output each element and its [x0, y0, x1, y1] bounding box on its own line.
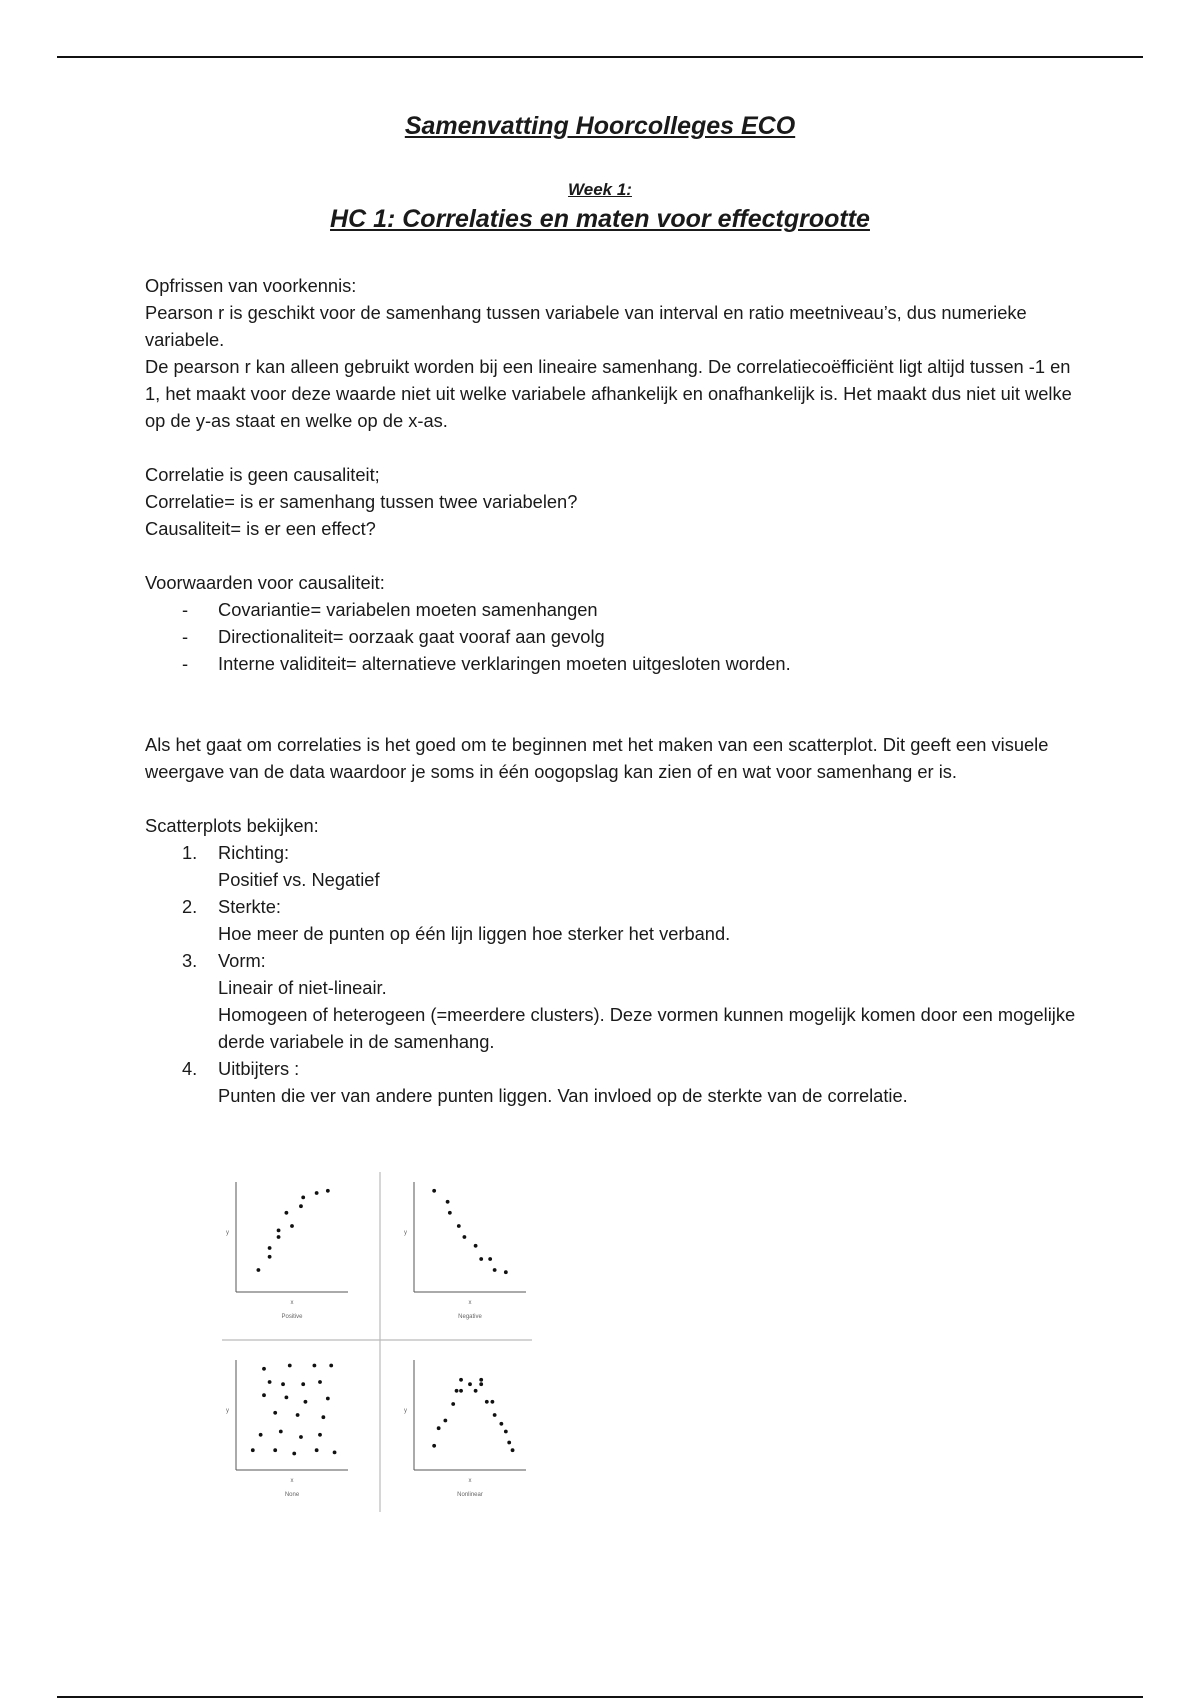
- causaliteit-line-1: Correlatie is geen causaliteit;: [145, 464, 380, 485]
- list-item: - Interne validiteit= alternatieve verklaringen moeten uitgesloten worden.: [182, 653, 791, 674]
- scatter-point: [281, 1382, 285, 1386]
- lecture-title: HC 1: Correlaties en maten voor effectgrootte: [330, 205, 870, 233]
- scatter-point: [285, 1396, 289, 1400]
- scatter-point: [251, 1448, 255, 1452]
- week-label: Week 1:: [568, 180, 632, 199]
- y-axis-label: y: [226, 1408, 229, 1414]
- scatter-point: [504, 1430, 508, 1434]
- scatter-point: [504, 1270, 508, 1274]
- scatter-point: [455, 1389, 459, 1393]
- scatter-point: [493, 1268, 497, 1272]
- panel-caption: None: [284, 1492, 300, 1498]
- panel-caption: Negative: [458, 1314, 482, 1320]
- document-title: Samenvatting Hoorcolleges ECO: [404, 112, 796, 140]
- scatter-point: [262, 1367, 266, 1371]
- y-axis-label: y: [226, 1230, 229, 1236]
- panel-caption: Nonlinear: [457, 1492, 483, 1498]
- list-item: - Directionaliteit= oorzaak gaat vooraf aan gevolg: [182, 626, 605, 647]
- scatter-point: [299, 1204, 303, 1208]
- scatter-point: [432, 1189, 436, 1193]
- scatter-point: [268, 1246, 272, 1250]
- opfrissen-paragraph-2: De pearson r kan alleen gebruikt worden bij een lineaire samenhang. De correlatiecoëfficiënt ligt altijd tussen -1 en 1, het maakt voor deze waarde niet uit welke variabele afhankelijk en onafhankelijk is. Het maakt dus niet uit welke op de y-as staat en welke op de x-as.: [145, 356, 1072, 431]
- scatter-point: [507, 1441, 511, 1445]
- scatter-point: [443, 1419, 447, 1423]
- scatter-point: [313, 1364, 317, 1368]
- scatter-point: [451, 1402, 455, 1406]
- x-axis-label: x: [468, 1478, 472, 1484]
- scatter-point: [479, 1378, 483, 1382]
- voorwaarden-list: [145, 596, 1085, 677]
- list-item: 1. Richting: Positief vs. Negatief: [182, 842, 380, 890]
- scatter-point: [273, 1411, 277, 1415]
- y-axis-label: y: [404, 1408, 407, 1414]
- scatter-point: [333, 1451, 337, 1455]
- scatter-point: [459, 1378, 463, 1382]
- scatter-point: [474, 1244, 478, 1248]
- scatter-intro: Als het gaat om correlaties is het goed om te beginnen met het maken van een scatterplot. Dit geeft een visuele weergave van de data waardoor je soms in één oogopslag kan zien of en wat voor samenhang er is.: [145, 734, 1049, 782]
- scatter-point: [277, 1235, 281, 1239]
- opfrissen-heading: Opfrissen van voorkennis:: [145, 275, 357, 296]
- scatter-point: [315, 1191, 319, 1195]
- scatter-point: [491, 1400, 495, 1404]
- scatter-point: [446, 1200, 450, 1204]
- scatter-point: [479, 1382, 483, 1386]
- document-body: [145, 272, 1085, 1109]
- scatter-point: [463, 1235, 467, 1239]
- scatter-point: [299, 1435, 303, 1439]
- footer-rule: [57, 1696, 1143, 1698]
- scatter-point: [493, 1413, 497, 1417]
- list-item: 4. Uitbijters : Punten die ver van andere punten liggen. Van invloed op de sterkte van de correlatie.: [182, 1058, 908, 1106]
- scatter-point: [277, 1229, 281, 1233]
- scatter-point: [279, 1430, 283, 1434]
- scatterplot-figure: [222, 1172, 542, 1512]
- scatter-point: [315, 1448, 319, 1452]
- list-item: 3. Vorm: Lineair of niet-lineair. Homogeen of heterogeen (=meerdere clusters). Deze vormen kunnen mogelijk komen door een mogelijke derde variabele in de samenhang.: [182, 950, 1076, 1052]
- scatter-point: [321, 1415, 325, 1419]
- scatter-point: [292, 1452, 296, 1456]
- scatter-point: [326, 1397, 330, 1401]
- scatter-point: [268, 1255, 272, 1259]
- scatter-point: [285, 1211, 289, 1215]
- scatter-point: [437, 1426, 441, 1430]
- scatter-point: [457, 1224, 461, 1228]
- list-item: 2. Sterkte: Hoe meer de punten op één lijn liggen hoe sterker het verband.: [182, 896, 731, 944]
- causaliteit-line-3: Causaliteit= is er een effect?: [145, 518, 376, 539]
- x-axis-label: x: [290, 1300, 294, 1306]
- scatter-point: [432, 1444, 436, 1448]
- causaliteit-line-2: Correlatie= is er samenhang tussen twee variabelen?: [145, 491, 578, 512]
- scatter-point: [511, 1448, 515, 1452]
- scatter-point: [488, 1257, 492, 1261]
- x-axis-label: x: [468, 1300, 472, 1306]
- scatter-point: [468, 1382, 472, 1386]
- scatter-point: [301, 1196, 305, 1200]
- scatter-point: [290, 1224, 294, 1228]
- scatter-point: [448, 1211, 452, 1215]
- scatter-point: [296, 1413, 300, 1417]
- scatter-point: [257, 1268, 261, 1272]
- scatter-bekijken-list: [145, 839, 1085, 1109]
- scatter-point: [474, 1389, 478, 1393]
- x-axis-label: x: [290, 1478, 294, 1484]
- header-rule: [57, 56, 1143, 58]
- list-item: - Covariantie= variabelen moeten samenhangen: [182, 599, 598, 620]
- scatter-point: [262, 1393, 266, 1397]
- scatter-point: [301, 1382, 305, 1386]
- scatter-point: [318, 1380, 322, 1384]
- scatter-bekijken-heading: Scatterplots bekijken:: [145, 815, 319, 836]
- voorwaarden-heading: Voorwaarden voor causaliteit:: [145, 572, 385, 593]
- scatter-point: [479, 1257, 483, 1261]
- scatter-point: [259, 1433, 263, 1437]
- scatter-point: [288, 1364, 292, 1368]
- scatter-point: [329, 1364, 333, 1368]
- panel-caption: Positive: [281, 1314, 303, 1320]
- scatter-point: [326, 1189, 330, 1193]
- scatter-point: [304, 1400, 308, 1404]
- scatter-point: [485, 1400, 489, 1404]
- scatter-point: [318, 1433, 322, 1437]
- scatter-point: [499, 1422, 503, 1426]
- y-axis-label: y: [404, 1230, 407, 1236]
- scatter-point: [459, 1389, 463, 1393]
- scatter-point: [268, 1380, 272, 1384]
- opfrissen-paragraph-1: Pearson r is geschikt voor de samenhang tussen variabele van interval en ratio meetniveau’s, dus numerieke variabele.: [145, 302, 1027, 350]
- scatter-point: [273, 1448, 277, 1452]
